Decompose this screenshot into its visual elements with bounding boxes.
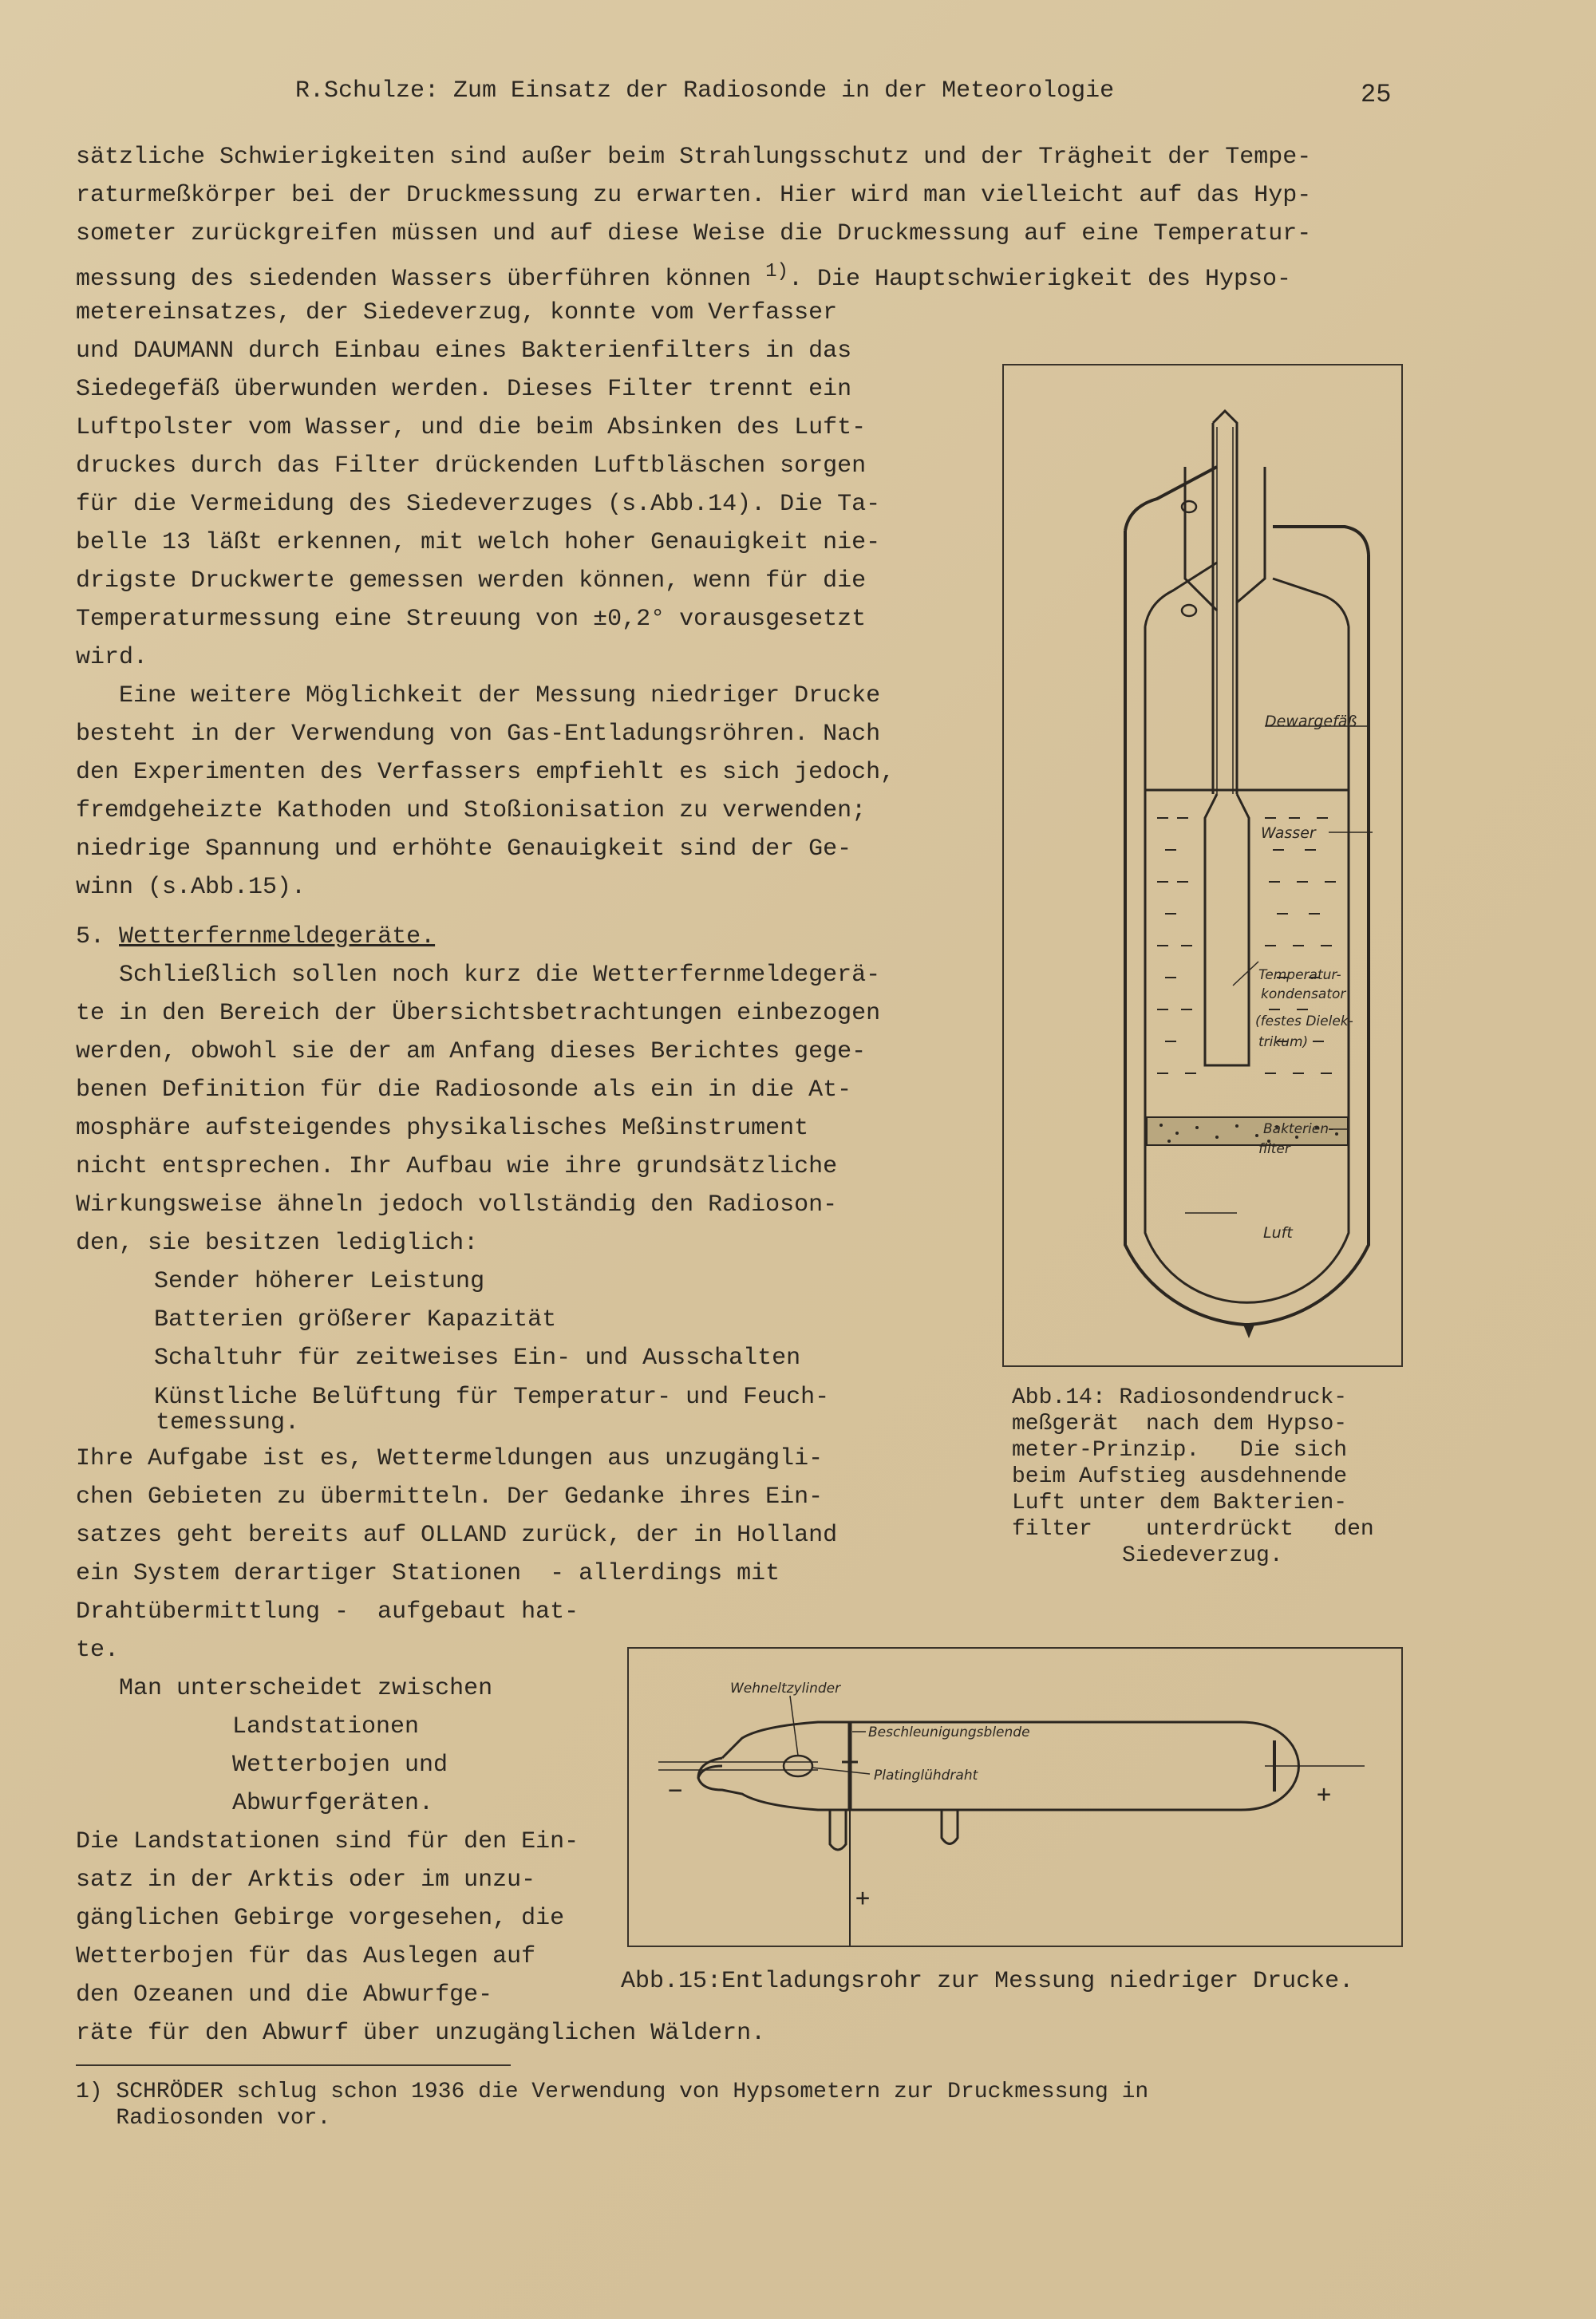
text-line: für die Vermeidung des Siedeverzuges (s.Abb.14). Die Ta- <box>76 491 881 518</box>
text-line: te in den Bereich der Übersichtsbetrachtungen einbezogen <box>76 1000 881 1027</box>
dewar-inner-shoulder-left <box>1145 563 1217 626</box>
label-plus-bottom: + <box>855 1884 871 1912</box>
figure-15-caption: Abb.15:Entladungsrohr zur Messung niedriger Drucke. <box>621 1968 1354 1995</box>
text-line: den Experimenten des Verfassers empfiehlt es sich jedoch, <box>76 759 895 786</box>
caption-line: Abb.14: Radiosondendruck- <box>1012 1385 1348 1410</box>
section-number: 5. <box>76 923 120 950</box>
list-item: temessung. <box>156 1409 300 1436</box>
condenser-bulb <box>1205 794 1249 1065</box>
list-item: Schaltuhr für zeitweises Ein- und Ausschalten <box>154 1345 801 1372</box>
text-line: und DAUMANN durch Einbau eines Bakterienfilters in das <box>76 338 852 365</box>
text-line: Die Landstationen sind für den Ein- <box>76 1828 579 1855</box>
text-line: werden, obwohl sie der am Anfang dieses Berichtes gege- <box>76 1038 867 1065</box>
figure-15-discharge-tube <box>626 1646 1404 1950</box>
text-line: chen Gebieten zu übermitteln. Der Gedanke ihres Ein- <box>76 1483 824 1511</box>
caption-line: Siedeverzug. <box>1122 1543 1283 1568</box>
text-line: Drahtübermittlung - aufgebaut hat- <box>76 1598 579 1626</box>
text-line: den, sie besitzen lediglich: <box>76 1230 479 1257</box>
text-line: druckes durch das Filter drückenden Luftbläschen sorgen <box>76 452 867 480</box>
footnote <box>76 2079 1148 2131</box>
text-line: raturmeßkörper bei der Druckmessung zu erwarten. Hier wird man vielleicht auf das Hyp- <box>76 182 1312 209</box>
figure-14-hypsometer <box>1001 363 1404 1369</box>
text-line: gänglichen Gebirge vorgesehen, die <box>76 1905 565 1932</box>
caption-line: beim Aufstieg ausdehnende <box>1012 1464 1348 1489</box>
footnote-line: 1) SCHRÖDER schlug schon 1936 die Verwendung von Hypsometern zur Druckmessung in <box>76 2080 1149 2104</box>
text-line: metereinsatzes, der Siedeverzug, konnte vom Verfasser <box>76 299 838 326</box>
label-temperature-4: trikum) <box>1258 1034 1309 1050</box>
text-line: besteht in der Verwendung von Gas-Entladungsröhren. Nach <box>76 721 881 748</box>
text-line: Temperaturmessung eine Streuung von ±0,2° vorausgesetzt <box>76 606 867 633</box>
text-line: te. <box>76 1637 120 1664</box>
text-line: mosphäre aufsteigendes physikalisches Meßinstrument <box>76 1115 809 1142</box>
text-line: räte für den Abwurf über unzugänglichen Wäldern. <box>76 2020 766 2047</box>
text-line: Wirkungsweise ähneln jedoch vollständig den Radioson- <box>76 1191 838 1219</box>
label-plus-right: + <box>1317 1780 1332 1808</box>
label-bacteria-2: filter <box>1258 1141 1290 1157</box>
text-line: fremdgeheizte Kathoden und Stoßionisation zu verwenden; <box>76 797 867 824</box>
text-line: belle 13 läßt erkennen, mit welch hoher Genauigkeit nie- <box>76 529 881 556</box>
caption-line: Luft unter dem Bakterien- <box>1012 1491 1348 1515</box>
leader-condenser <box>1233 962 1258 986</box>
caption-line: filter unterdrückt den <box>1012 1517 1374 1542</box>
label-draht: Platinglühdraht <box>874 1768 978 1784</box>
neck-walls <box>1185 467 1265 610</box>
label-bacteria-1: Bakterien- <box>1263 1121 1334 1137</box>
footnote-divider <box>76 2064 511 2066</box>
text-line: someter zurückgreifen müssen und auf diese Weise die Druckmessung auf eine Temperatur- <box>76 220 1312 247</box>
list-item: Abwurfgeräten. <box>232 1790 434 1817</box>
dewar-outer-wall <box>1125 531 1369 1325</box>
label-temperature-1: Temperatur- <box>1258 967 1341 983</box>
text-span: . Die Hauptschwierigkeit des Hypso- <box>788 266 1292 293</box>
label-temperature-3: (festes Dielek- <box>1255 1013 1353 1029</box>
label-blende: Beschleunigungsblende <box>868 1724 1030 1740</box>
running-title: R.Schulze: Zum Einsatz der Radiosonde in der Meteorologie <box>295 77 1115 105</box>
paragraph-1-full <box>76 138 1311 298</box>
label-dewar: Dewargefäß <box>1265 713 1357 730</box>
list-item: Wetterbojen und <box>232 1752 448 1779</box>
text-line: nicht entsprechen. Ihr Aufbau wie ihre grundsätzliche <box>76 1153 838 1180</box>
figure-14-caption <box>1012 1385 1374 1569</box>
page-number: 25 <box>1361 80 1392 109</box>
footnote-ref: 1) <box>765 261 788 282</box>
equipment-list <box>76 1262 895 1435</box>
text-span: messung des siedenden Wassers überführen können <box>76 266 766 293</box>
tube-stem-1 <box>830 1810 846 1850</box>
text-line: Eine weitere Möglichkeit der Messung niedriger Drucke <box>76 682 881 709</box>
water-hatching <box>1157 818 1336 1073</box>
section-heading <box>76 918 895 956</box>
text-line: wird. <box>76 644 148 671</box>
text-line: satzes geht bereits auf OLLAND zurück, der in Holland <box>76 1522 838 1549</box>
text-line: benen Definition für die Radiosonde als ein in die At- <box>76 1077 852 1104</box>
figure-14-frame <box>1003 365 1402 1366</box>
wehnelt-cylinder <box>784 1756 812 1776</box>
dewar-shoulder-left <box>1125 467 1217 531</box>
text-line: Wetterbojen für das Auslegen auf <box>76 1943 536 1970</box>
text-line: Schließlich sollen noch kurz die Wetterfernmeldegerä- <box>76 962 881 989</box>
leader-draht <box>812 1768 870 1774</box>
caption-line: meter-Prinzip. Die sich <box>1012 1438 1348 1463</box>
neck-seal-lower <box>1182 605 1196 616</box>
text-line: Siedegefäß überwunden werden. Dieses Filter trennt ein <box>76 376 852 403</box>
text-line: niedrige Spannung und erhöhte Genauigkeit sind der Ge- <box>76 836 852 863</box>
dewar-tip <box>1243 1325 1254 1338</box>
central-tube-inner <box>1217 427 1233 794</box>
list-item: Batterien größerer Kapazität <box>154 1306 557 1333</box>
text-line <box>76 253 1311 298</box>
dewar-inner-shoulder-right <box>1273 579 1349 626</box>
label-wasser: Wasser <box>1261 824 1316 842</box>
label-temperature-2: kondensator <box>1261 986 1346 1002</box>
list-item: Landstationen <box>232 1713 420 1740</box>
caption-line: meßgerät nach dem Hypso- <box>1012 1412 1348 1436</box>
text-line: drigste Druckwerte gemessen werden können, wenn für die <box>76 567 867 595</box>
text-line: winn (s.Abb.15). <box>76 874 306 901</box>
footnote-line: Radiosonden vor. <box>76 2106 331 2131</box>
list-item: Künstliche Belüftung für Temperatur- und Feuch- <box>154 1384 830 1411</box>
label-wehnelt: Wehneltzylinder <box>730 1681 841 1697</box>
list-item: Sender höherer Leistung <box>154 1268 485 1295</box>
label-minus: − <box>668 1776 683 1804</box>
label-luft: Luft <box>1263 1224 1293 1242</box>
text-line: satz in der Arktis oder im unzu- <box>76 1867 536 1894</box>
text-line: Man unterscheidet zwischen <box>76 1675 493 1702</box>
text-line: Ihre Aufgabe ist es, Wettermeldungen aus unzugängli- <box>76 1445 824 1472</box>
section-title: Wetterfernmeldegeräte. <box>119 923 436 950</box>
text-line: sätzliche Schwierigkeiten sind außer beim Strahlungsschutz und der Trägheit der Tempe- <box>76 144 1312 171</box>
text-line: ein System derartiger Stationen - allerdings mit <box>76 1560 780 1587</box>
text-line: den Ozeanen und die Abwurfge- <box>76 1981 493 2009</box>
text-line: Luftpolster vom Wasser, und die beim Absinken des Luft- <box>76 414 867 441</box>
tube-stem-2 <box>942 1810 958 1844</box>
dewar-shoulder-right <box>1273 527 1369 555</box>
